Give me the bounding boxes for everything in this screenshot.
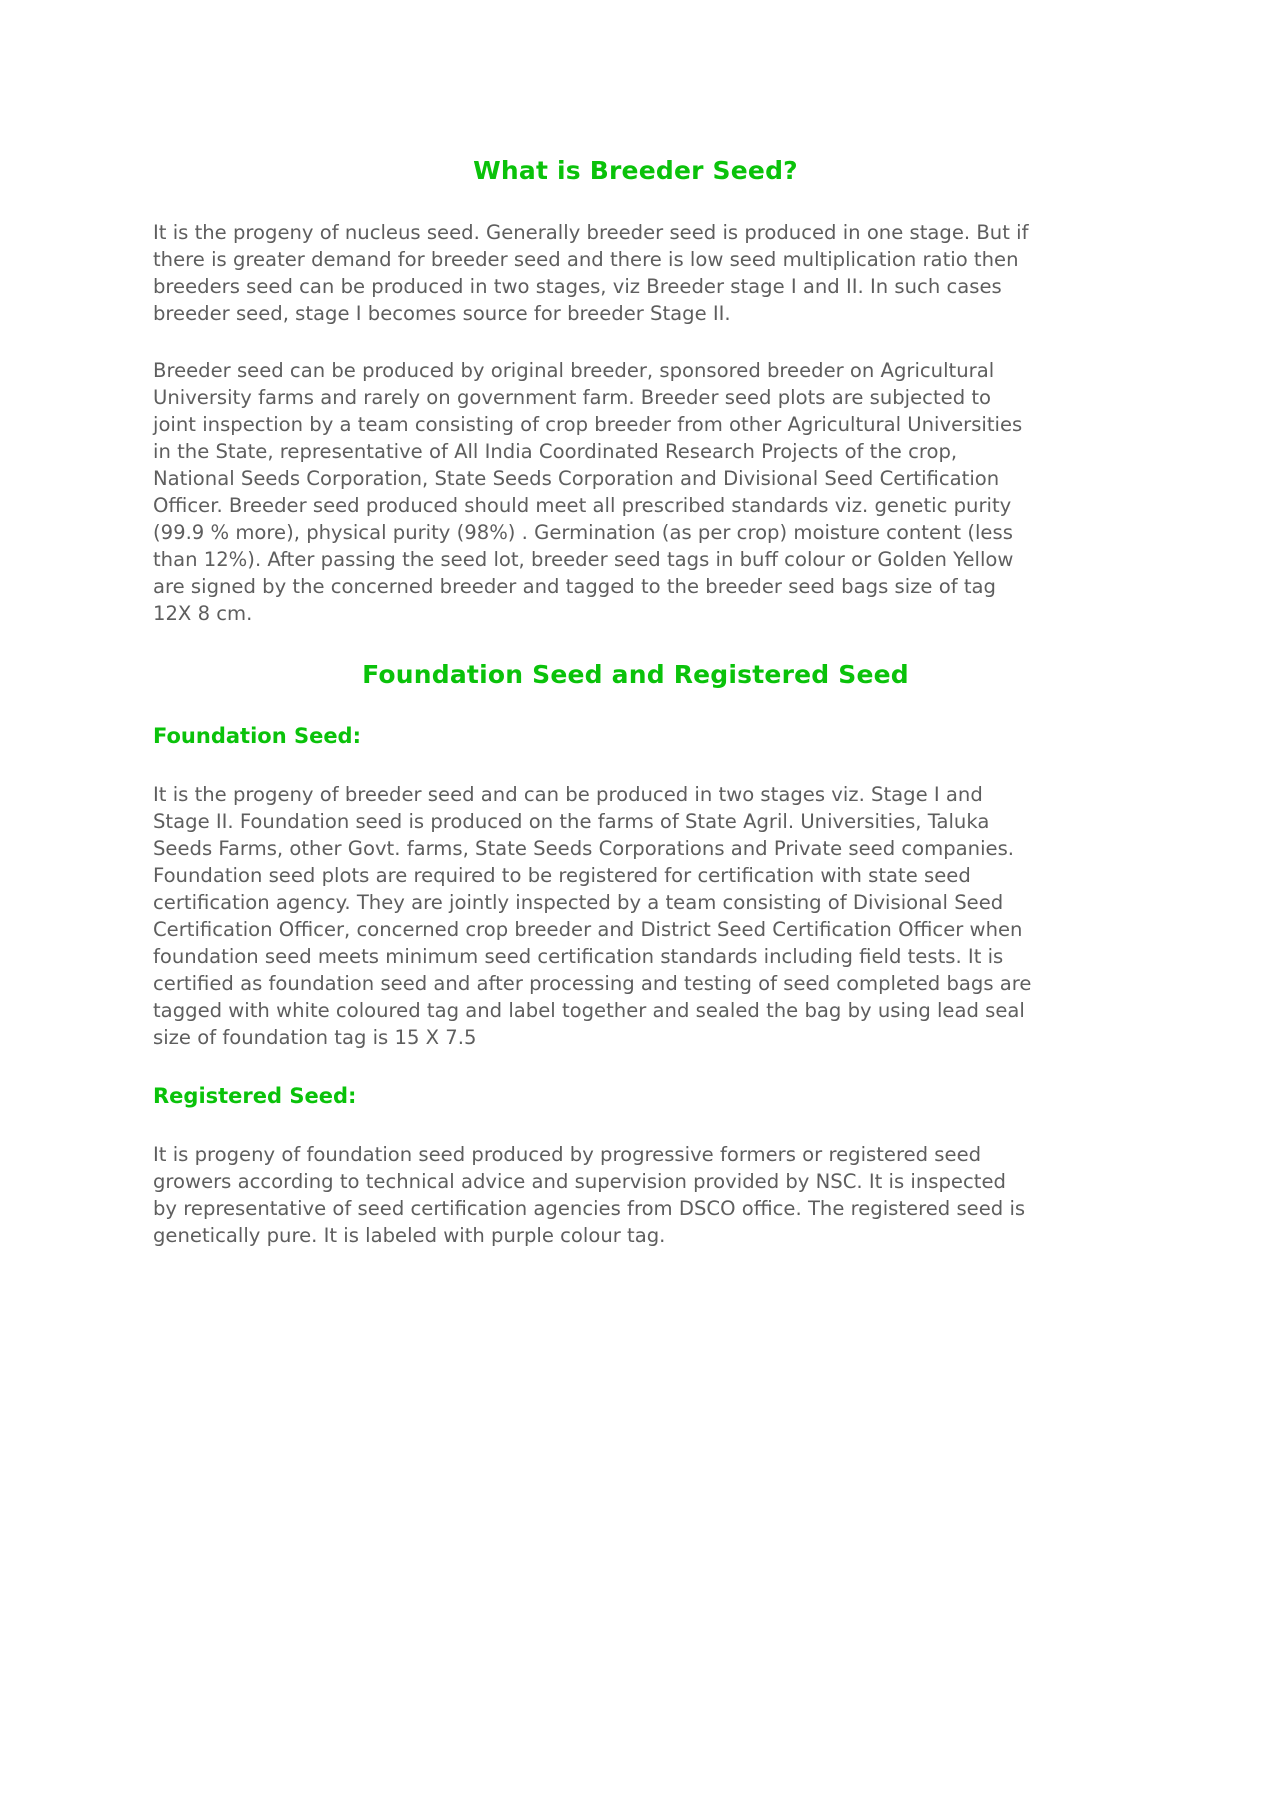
- section-title-breeder-seed: What is Breeder Seed?: [473, 156, 798, 185]
- text-line: in the State, representative of All India Coordinated Research Projects of the crop,: [153, 440, 958, 463]
- text-line: there is greater demand for breeder seed and there is low seed multiplication ratio then: [153, 248, 1019, 271]
- breeder-seed-paragraph-1: [153, 219, 1028, 327]
- registered-seed-paragraph: [153, 1141, 1025, 1249]
- text-line: Breeder seed can be produced by original breeder, sponsored breeder on Agricultural: [153, 359, 995, 382]
- text-line: tagged with white coloured tag and label together and sealed the bag by using lead seal: [153, 999, 1025, 1022]
- text-line: National Seeds Corporation, State Seeds Corporation and Divisional Seed Certification: [153, 467, 1000, 490]
- text-line: foundation seed meets minimum seed certification standards including field tests. It is: [153, 945, 1004, 968]
- text-line: (99.9 % more), physical purity (98%) . Germination (as per crop) moisture content (less: [153, 521, 1013, 544]
- text-line: Stage II. Foundation seed is produced on the farms of State Agril. Universities, Taluka: [153, 810, 990, 833]
- text-line: 12X 8 cm.: [153, 602, 253, 625]
- text-line: It is the progeny of nucleus seed. Generally breeder seed is produced in one stage. But if: [153, 221, 1029, 244]
- text-line: It is progeny of foundation seed produced by progressive formers or registered seed: [153, 1143, 982, 1166]
- breeder-seed-paragraph-2: [153, 357, 1022, 627]
- text-line: joint inspection by a team consisting of crop breeder from other Agricultural Universities: [153, 413, 1023, 436]
- subheading-registered-seed: Registered Seed:: [153, 1084, 357, 1108]
- text-line: size of foundation tag is 15 X 7.5: [153, 1026, 477, 1049]
- foundation-seed-paragraph: [153, 781, 1031, 1051]
- text-line: Officer. Breeder seed produced should meet all prescribed standards viz. genetic purity: [153, 494, 1012, 517]
- text-line: than 12%). After passing the seed lot, breeder seed tags in buff colour or Golden Yellow: [153, 548, 1014, 571]
- text-line: University farms and rarely on government farm. Breeder seed plots are subjected to: [153, 386, 992, 409]
- text-line: genetically pure. It is labeled with purple colour tag.: [153, 1224, 666, 1247]
- text-line: Certification Officer, concerned crop breeder and District Seed Certification Officer when: [153, 918, 1023, 941]
- text-line: certification agency. They are jointly inspected by a team consisting of Divisional Seed: [153, 891, 1004, 914]
- text-line: are signed by the concerned breeder and tagged to the breeder seed bags size of tag: [153, 575, 996, 598]
- text-line: breeders seed can be produced in two stages, viz Breeder stage I and II. In such cases: [153, 275, 1002, 298]
- text-line: growers according to technical advice and supervision provided by NSC. It is inspected: [153, 1170, 1006, 1193]
- text-line: certified as foundation seed and after processing and testing of seed completed bags are: [153, 972, 1032, 995]
- text-line: breeder seed, stage I becomes source for breeder Stage II.: [153, 302, 731, 325]
- text-line: Seeds Farms, other Govt. farms, State Seeds Corporations and Private seed companies.: [153, 837, 1015, 860]
- text-line: Foundation seed plots are required to be registered for certification with state seed: [153, 864, 971, 887]
- section-title-foundation-registered: Foundation Seed and Registered Seed: [362, 660, 909, 689]
- text-line: by representative of seed certification agencies from DSCO office. The registered seed is: [153, 1197, 1026, 1220]
- subheading-foundation-seed: Foundation Seed:: [153, 724, 361, 748]
- text-line: It is the progeny of breeder seed and can be produced in two stages viz. Stage I and: [153, 783, 983, 806]
